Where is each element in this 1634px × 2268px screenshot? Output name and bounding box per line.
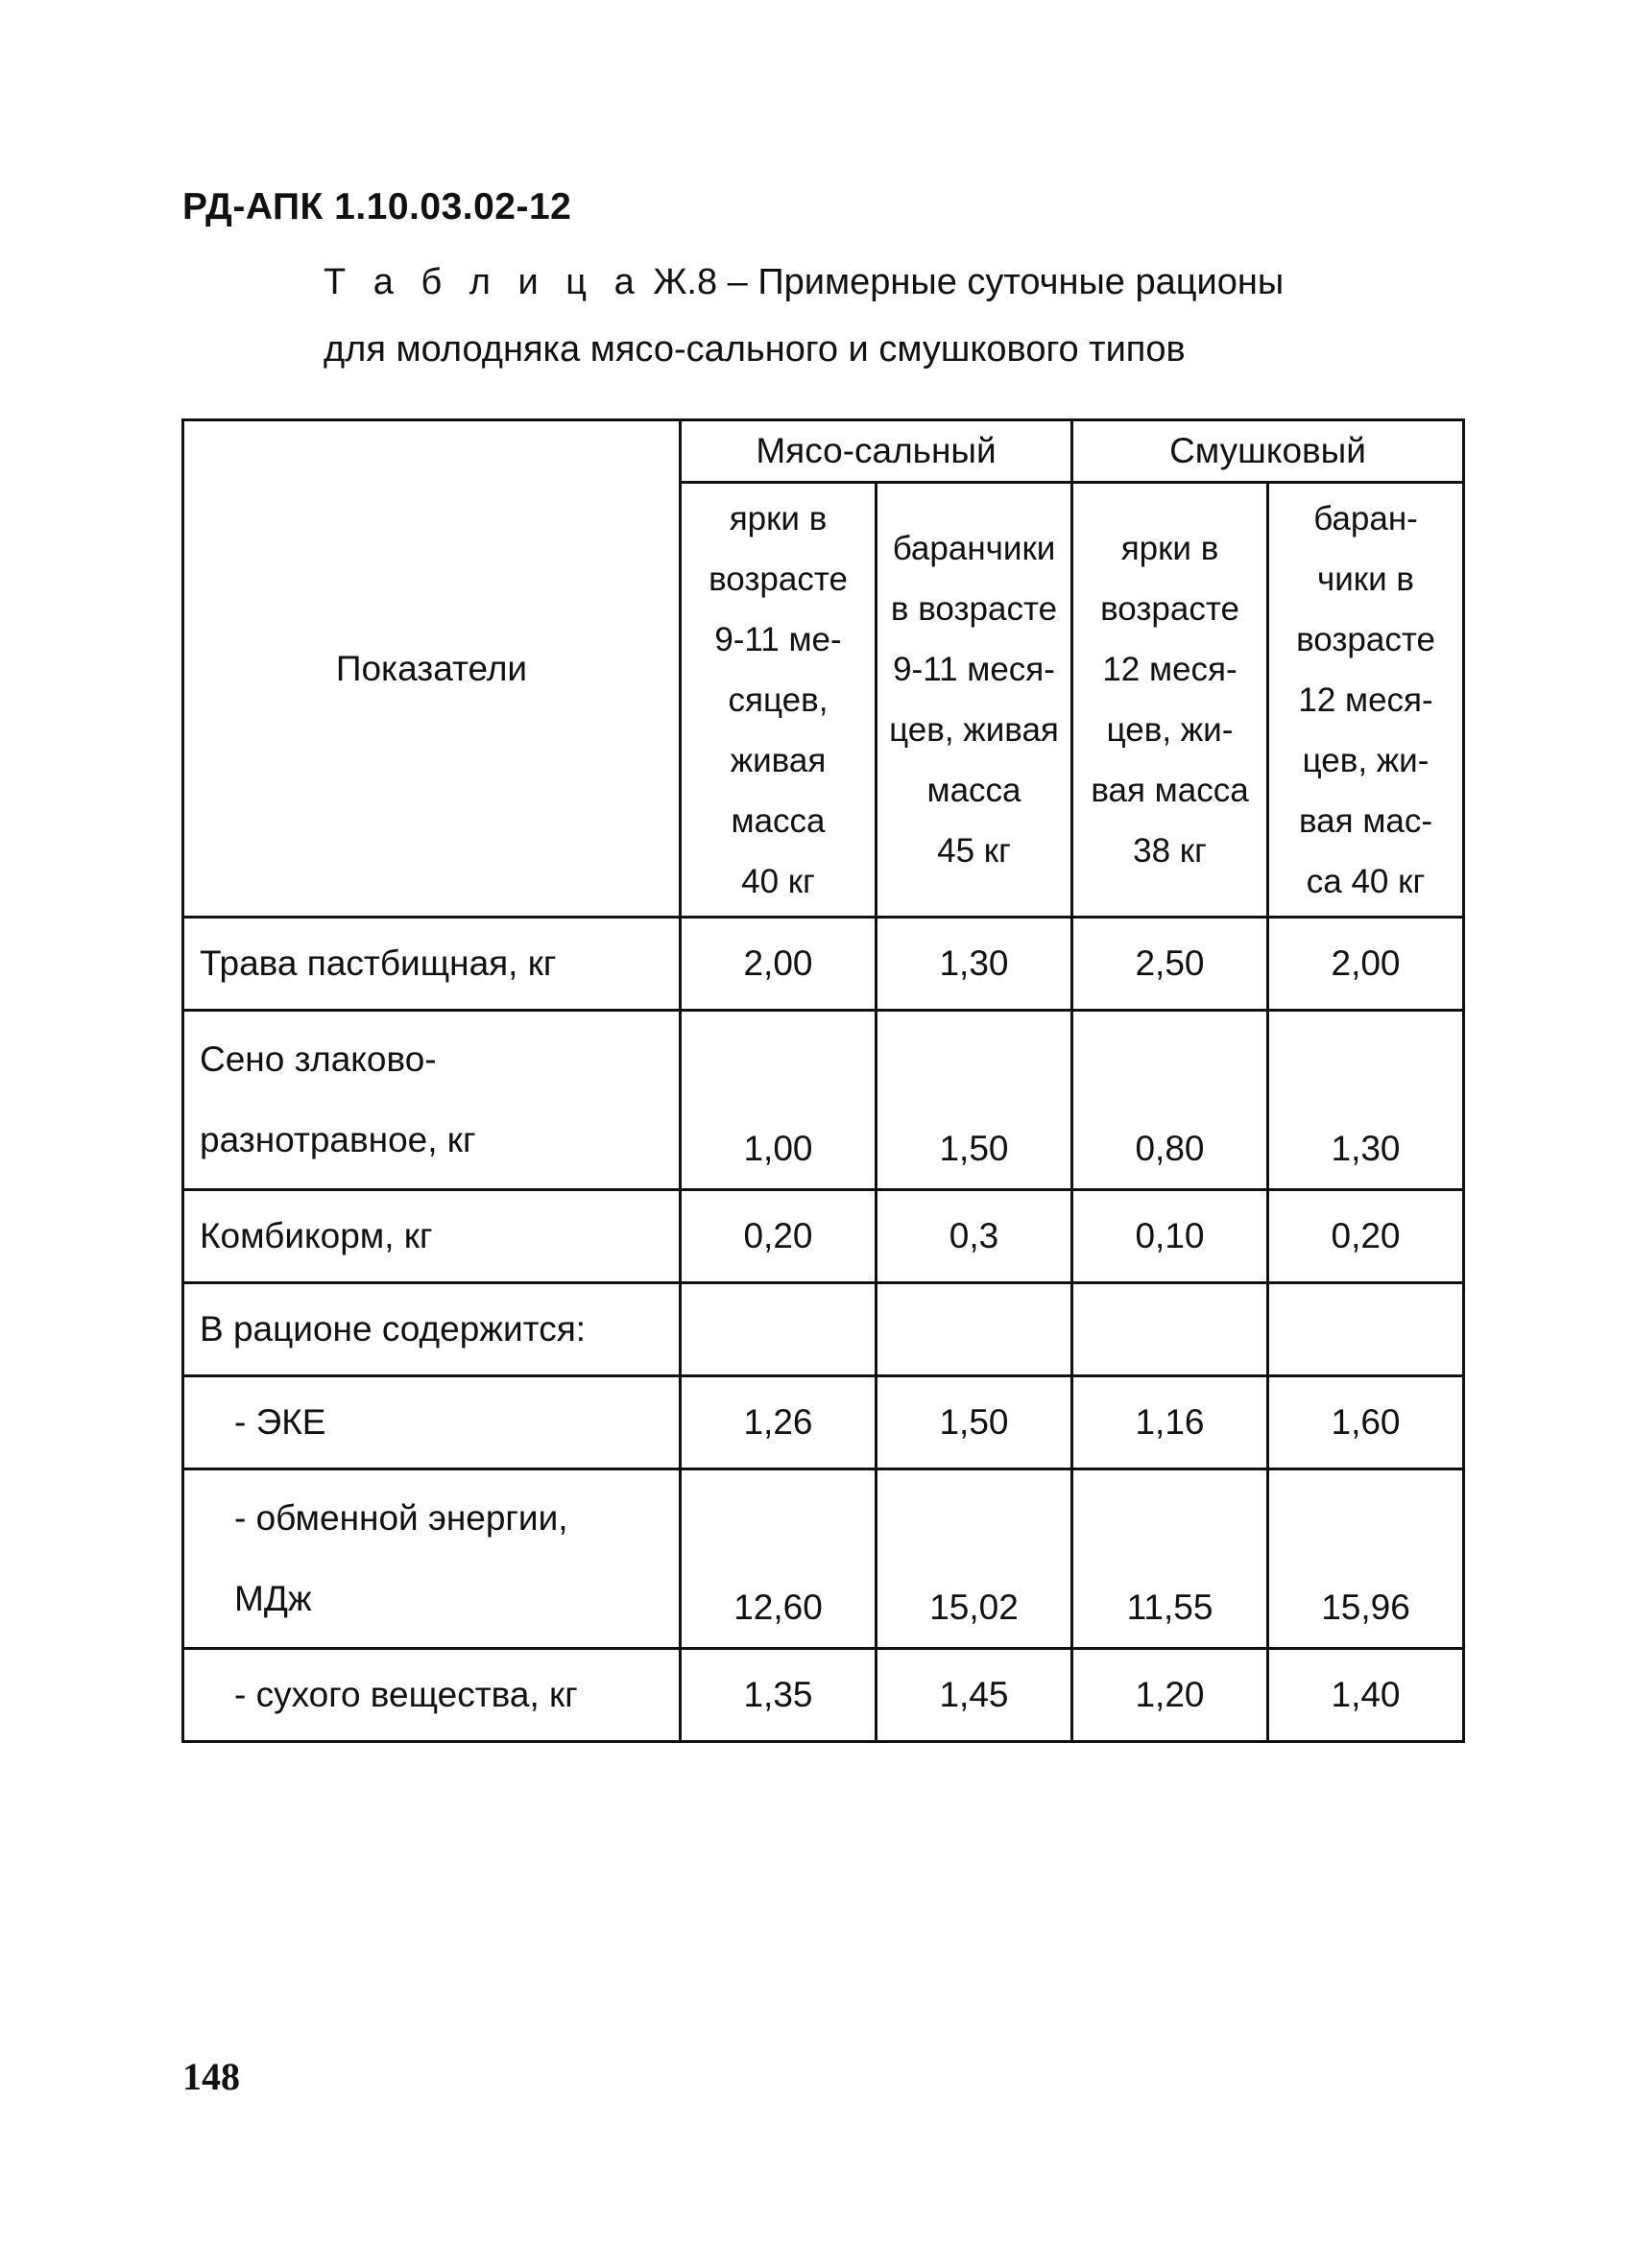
table-cell: 0,20 [1268,1190,1464,1283]
row-label [183,1376,681,1469]
table-cell [1072,1283,1268,1376]
table-cell: 11,55 [1072,1469,1268,1649]
row-label: Трава пастбищная, кг [183,918,681,1011]
table-cell: 1,60 [1268,1376,1464,1469]
group-header-smushkovy: Смушковый [1072,420,1464,483]
table-cell: 1,45 [877,1649,1072,1742]
group-header-meat-fat: Мясо-сальный [681,420,1072,483]
document-code: РД-АПК 1.10.03.02-12 [182,186,572,227]
subheader-cell [877,483,1072,918]
table-cell: 0,10 [1072,1190,1268,1283]
table-cell: 15,02 [877,1469,1072,1649]
ration-table [181,418,1465,1743]
table-cell [1268,1283,1464,1376]
table-cell: 15,96 [1268,1469,1464,1649]
row-label [183,1649,681,1742]
table-row [183,918,1464,1011]
table-cell: 1,20 [1072,1649,1268,1742]
subheader-text: баран- чики в возрасте 12 меся- цев, жи- вая мас- са 40 кг [1296,499,1435,900]
subheader-cell [1268,483,1464,918]
table-cell: 1,30 [1268,1011,1464,1190]
indicator-header: Показатели [183,420,681,918]
table-cell: 2,50 [1072,918,1268,1011]
table-cell: 1,35 [681,1649,877,1742]
row-label-line: разнотравное, кг [200,1120,476,1159]
row-label-text: - ЭКЕ [234,1402,326,1442]
table-cell: 2,00 [681,918,877,1011]
table-group-header-row [183,420,1464,483]
table-cell: 1,26 [681,1376,877,1469]
table-caption-title: Ж.8 – Примерные суточные рационы [642,262,1285,302]
table-caption-line-1 [324,264,1284,300]
table-row [183,1283,1464,1376]
table-row [183,1649,1464,1742]
table-cell: 1,40 [1268,1649,1464,1742]
page-number: 148 [182,2055,240,2098]
subheader-cell [681,483,877,918]
table-cell: 0,20 [681,1190,877,1283]
table-cell: 0,3 [877,1190,1072,1283]
table-cell: 1,50 [877,1376,1072,1469]
row-label-line: МДж [234,1579,312,1618]
table-cell: 1,00 [681,1011,877,1190]
table-caption-line-2: для молодняка мясо-сального и смушкового типов [324,329,1186,370]
subheader-text: ярки в возрасте 12 меся- цев, жи- вая масса 38 кг [1091,530,1249,870]
row-label: Комбикорм, кг [183,1190,681,1283]
row-label-text: - сухого вещества, кг [234,1675,578,1714]
row-label [183,1011,681,1190]
table-row [183,1376,1464,1469]
subheader-text: ярки в возрасте 9-11 ме- сяцев, живая масса 40 кг [709,499,848,900]
subheader-text: баранчики в возрасте 9-11 меся- цев, живая масса 45 кг [889,530,1059,870]
table-cell: 0,80 [1072,1011,1268,1190]
table-cell: 2,00 [1268,918,1464,1011]
table-row [183,1469,1464,1649]
table-row [183,1011,1464,1190]
table-cell [681,1283,877,1376]
table-cell: 1,30 [877,918,1072,1011]
table-caption-label: Т а б л и ц а [324,262,643,302]
row-label-line: - обменной энергии, [234,1498,568,1538]
table-row [183,1190,1464,1283]
table-cell: 1,16 [1072,1376,1268,1469]
table-cell: 1,50 [877,1011,1072,1190]
subheader-cell [1072,483,1268,918]
table-cell: 12,60 [681,1469,877,1649]
row-label [183,1469,681,1649]
table-cell [877,1283,1072,1376]
row-label-line: Сено злаково- [200,1039,437,1079]
row-label: В рационе содержится: [183,1283,681,1376]
